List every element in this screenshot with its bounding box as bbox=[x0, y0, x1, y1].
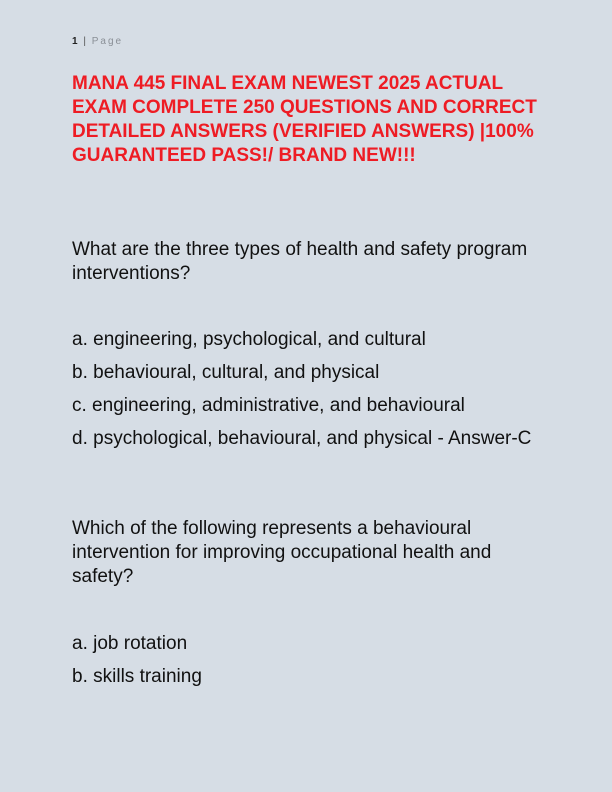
question-1-option-a: a. engineering, psychological, and cultural bbox=[72, 329, 426, 350]
page-number-separator: | bbox=[83, 36, 87, 47]
question-1-option-c: c. engineering, administrative, and behavioural bbox=[72, 395, 465, 416]
page-number-label: Page bbox=[91, 36, 124, 47]
question-2-option-a: a. job rotation bbox=[72, 633, 188, 654]
question-1-option-b: b. behavioural, cultural, and physical bbox=[72, 362, 380, 383]
question-2: Which of the following represents a behavioural intervention for improving occupational health and safety? bbox=[72, 518, 492, 587]
question-2-option-b: b. skills training bbox=[72, 666, 202, 687]
document-title: MANA 445 FINAL EXAM NEWEST 2025 ACTUAL EXAM COMPLETE 250 QUESTIONS AND CORRECT DETAILED ANSWERS (VERIFIED ANSWERS) |100% GUARANTEED PASS!/ BRAND NEW!!! bbox=[72, 73, 537, 166]
question-1: What are the three types of health and safety program interventions? bbox=[72, 239, 528, 284]
page-number bbox=[72, 36, 123, 47]
page-number-value: 1 bbox=[72, 36, 79, 47]
question-1-option-d-answer: d. psychological, behavioural, and physical - Answer-C bbox=[72, 428, 532, 449]
